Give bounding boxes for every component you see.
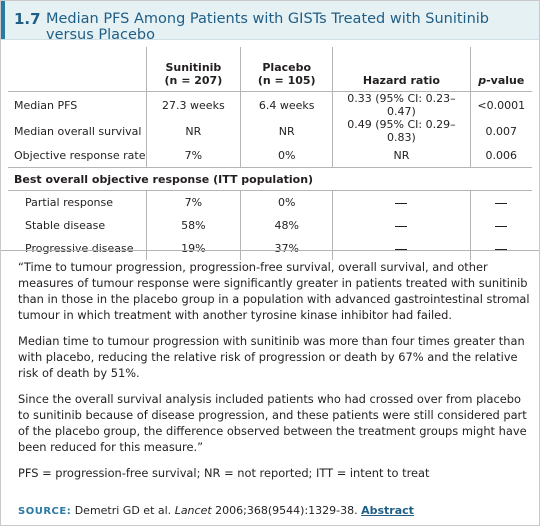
abbreviations-footnote: PFS = progression-free survival; NR = not reported; ITT = intent to treat <box>18 466 430 480</box>
notes-divider <box>1 250 539 251</box>
cell-hazard-ratio-dash <box>333 237 470 260</box>
header-placebo <box>241 47 333 92</box>
header-empty-cell <box>8 47 146 92</box>
cell-sunitinib: 7% <box>146 144 240 168</box>
cell-hazard-ratio: NR <box>333 144 470 168</box>
header-p-value <box>470 47 532 92</box>
cell-placebo: 48% <box>241 214 333 237</box>
header-placebo-label: Placebo <box>262 61 312 74</box>
cell-sunitinib: 19% <box>146 237 240 260</box>
row-label: Objective response rate <box>14 149 146 162</box>
table-row <box>8 237 532 260</box>
source-label: SOURCE: <box>18 506 72 517</box>
row-label: Median overall survival <box>14 124 142 138</box>
cell-placebo: NR <box>241 118 333 144</box>
table-row <box>8 191 532 215</box>
section-title: Best overall objective response (ITT population) <box>8 168 532 191</box>
cell-placebo: 0% <box>241 144 333 168</box>
title-accent-stripe <box>1 1 5 39</box>
table-row <box>8 92 532 119</box>
source-authors: Demetri GD et al. <box>74 504 172 517</box>
header-p-rest: -value <box>486 74 525 87</box>
figure-number: 1.7 <box>14 10 41 28</box>
row-label: Progressive disease <box>25 242 134 255</box>
title-bar <box>1 1 539 43</box>
cell-placebo: 37% <box>241 237 333 260</box>
table-row <box>8 144 532 168</box>
row-label: Median PFS <box>14 98 78 112</box>
cell-hazard-ratio-dash <box>333 214 470 237</box>
abstract-link[interactable]: Abstract <box>361 504 414 517</box>
dash-mark <box>495 203 507 204</box>
cell-sunitinib: 58% <box>146 214 240 237</box>
cell-sunitinib: 7% <box>146 191 240 215</box>
cell-sunitinib: 27.3 weeks <box>146 92 240 119</box>
cell-sunitinib: NR <box>146 118 240 144</box>
row-label: Partial response <box>8 191 146 215</box>
dash-mark <box>395 226 407 227</box>
results-table <box>8 47 532 260</box>
header-sunitinib-n: (n = 207) <box>164 74 223 87</box>
header-sunitinib-label: Sunitinib <box>165 61 222 74</box>
source-citation: 2006;368(9544):1329-38. <box>215 504 358 517</box>
figure-title: Median PFS Among Patients with GISTs Treated with Sunitinib versus Placebo <box>46 11 489 43</box>
cell-hazard-ratio: 0.33 (95% CI: 0.23–0.47) <box>333 92 470 119</box>
dash-mark <box>395 203 407 204</box>
quote-paragraph-2: Median time to tumour progression with sunitinib was more than four times greater than with placebo, reducing the relative risk of progression or death by 67% and the relative risk of death by 51%. <box>18 334 525 380</box>
source-line <box>18 504 414 517</box>
cell-placebo: 0% <box>241 191 333 215</box>
header-p-italic: p <box>478 74 487 87</box>
section-header-row <box>8 168 532 191</box>
header-placebo-n: (n = 105) <box>257 74 316 87</box>
cell-p-value-dash <box>470 214 532 237</box>
cell-p-value: <0.0001 <box>470 92 532 119</box>
quote-paragraph-1: “Time to tumour progression, progression-free survival, overall survival, and other measures of tumour response were significantly greater in patients treated with sunitinib than in those in the placebo group in a population with advanced gastrointestinal stromal tumour in which treatment with another tyrosine kinase inhibitor had failed. <box>18 260 530 322</box>
cell-p-value-dash <box>470 237 532 260</box>
quote-paragraph-3: Since the overall survival analysis included patients who had crossed over from placebo to sunitinib because of disease progression, and these patients were still considered part of the placebo group, the difference observed between the treatment groups might have been reduced for this measure.” <box>18 392 527 454</box>
cell-p-value: 0.006 <box>470 144 532 168</box>
header-sunitinib <box>146 47 240 92</box>
cell-hazard-ratio: 0.49 (95% CI: 0.29–0.83) <box>333 118 470 144</box>
table-row <box>8 118 532 144</box>
table-header-row <box>8 47 532 92</box>
cell-p-value-dash <box>470 191 532 215</box>
cell-hazard-ratio-dash <box>333 191 470 215</box>
header-hazard-ratio: Hazard ratio <box>333 47 470 92</box>
cell-placebo: 6.4 weeks <box>241 92 333 119</box>
quote-notes <box>18 259 532 491</box>
dash-mark <box>495 226 507 227</box>
row-label: Stable disease <box>25 219 106 232</box>
source-journal: Lancet <box>174 504 212 517</box>
cell-p-value: 0.007 <box>470 118 532 144</box>
table-row <box>8 214 532 237</box>
